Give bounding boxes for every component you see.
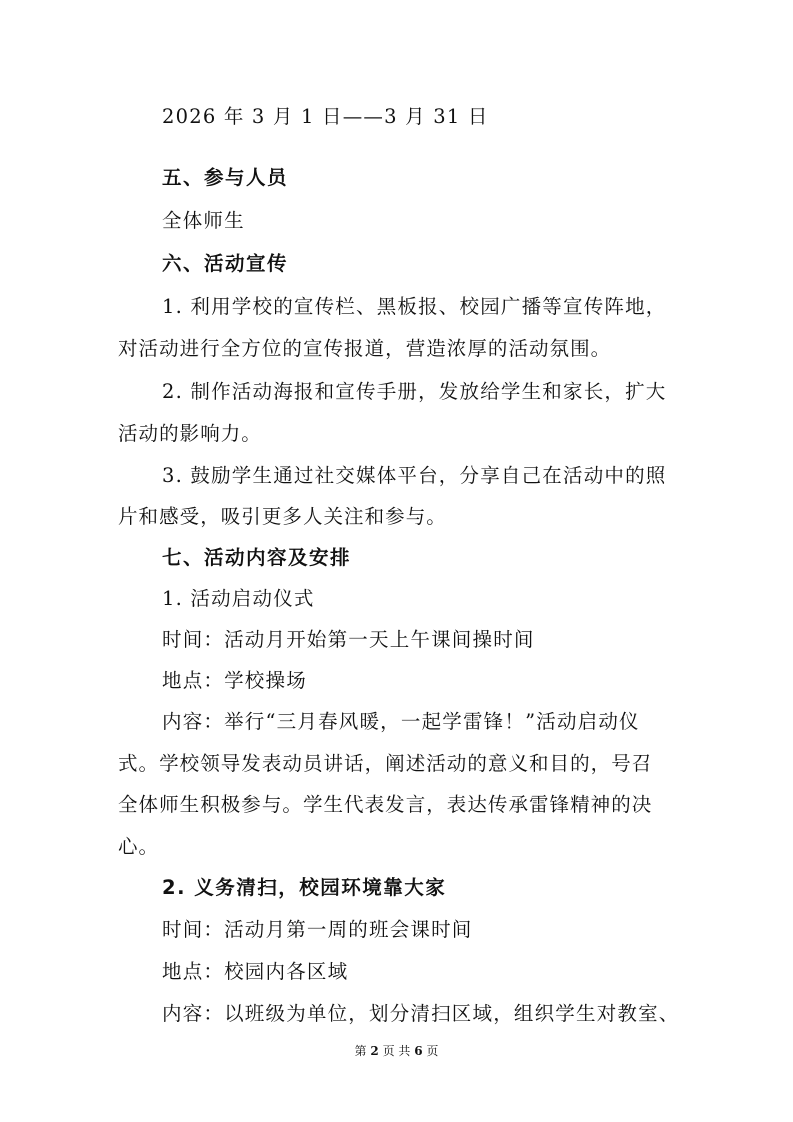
publicity-item-1-line-2: 对活动进行全方位的宣传报道，营造浓厚的活动氛围。 <box>118 337 612 360</box>
page-footer <box>0 1043 793 1059</box>
part-2-content-line-1: 内容：以班级为单位，划分清扫区域，组织学生对教室、 <box>162 1002 680 1025</box>
part-1-title: 1. 活动启动仪式 <box>162 587 315 610</box>
participants-text: 全体师生 <box>162 209 245 232</box>
section-heading-publicity: 六、活动宣传 <box>162 252 289 275</box>
part-1-content-line-1: 内容：举行“三月春风暖，一起学雷锋！”活动启动仪 <box>162 710 640 733</box>
section-heading-participants: 五、参与人员 <box>162 166 289 189</box>
footer-suffix: 页 <box>426 1044 439 1058</box>
footer-total-pages: 6 <box>414 1044 423 1058</box>
part-2-place: 地点：校园内各区域 <box>162 960 349 983</box>
date-range: 2026 年 3 月 1 日——3 月 31 日 <box>162 105 489 128</box>
part-1-place: 地点：学校操场 <box>162 669 307 692</box>
publicity-item-2-line-1: 2. 制作活动海报和宣传手册，发放给学生和家长，扩大 <box>162 380 667 403</box>
part-1-content-line-3: 全体师生积极参与。学生代表发言，表达传承雷锋精神的决 <box>118 793 653 816</box>
part-2-time: 时间：活动月第一周的班会课时间 <box>162 918 473 941</box>
part-1-content-line-4: 心。 <box>118 835 160 858</box>
part-1-time: 时间：活动月开始第一天上午课间操时间 <box>162 628 535 651</box>
part-1-content-line-2: 式。学校领导发表动员讲话，阐述活动的意义和目的，号召 <box>118 752 653 775</box>
publicity-item-3-line-2: 片和感受，吸引更多人关注和参与。 <box>118 505 447 528</box>
footer-page-number: 2 <box>370 1044 379 1058</box>
publicity-item-2-line-2: 活动的影响力。 <box>118 422 262 445</box>
publicity-item-3-line-1: 3. 鼓励学生通过社交媒体平台，分享自己在活动中的照 <box>162 464 667 487</box>
section-heading-schedule: 七、活动内容及安排 <box>162 546 352 569</box>
footer-prefix: 第 <box>354 1044 367 1058</box>
part-2-title: 2. 义务清扫，校园环境靠大家 <box>162 876 447 899</box>
publicity-item-1-line-1: 1. 利用学校的宣传栏、黑板报、校园广播等宣传阵地， <box>162 295 667 318</box>
footer-middle: 页 共 <box>382 1044 411 1058</box>
